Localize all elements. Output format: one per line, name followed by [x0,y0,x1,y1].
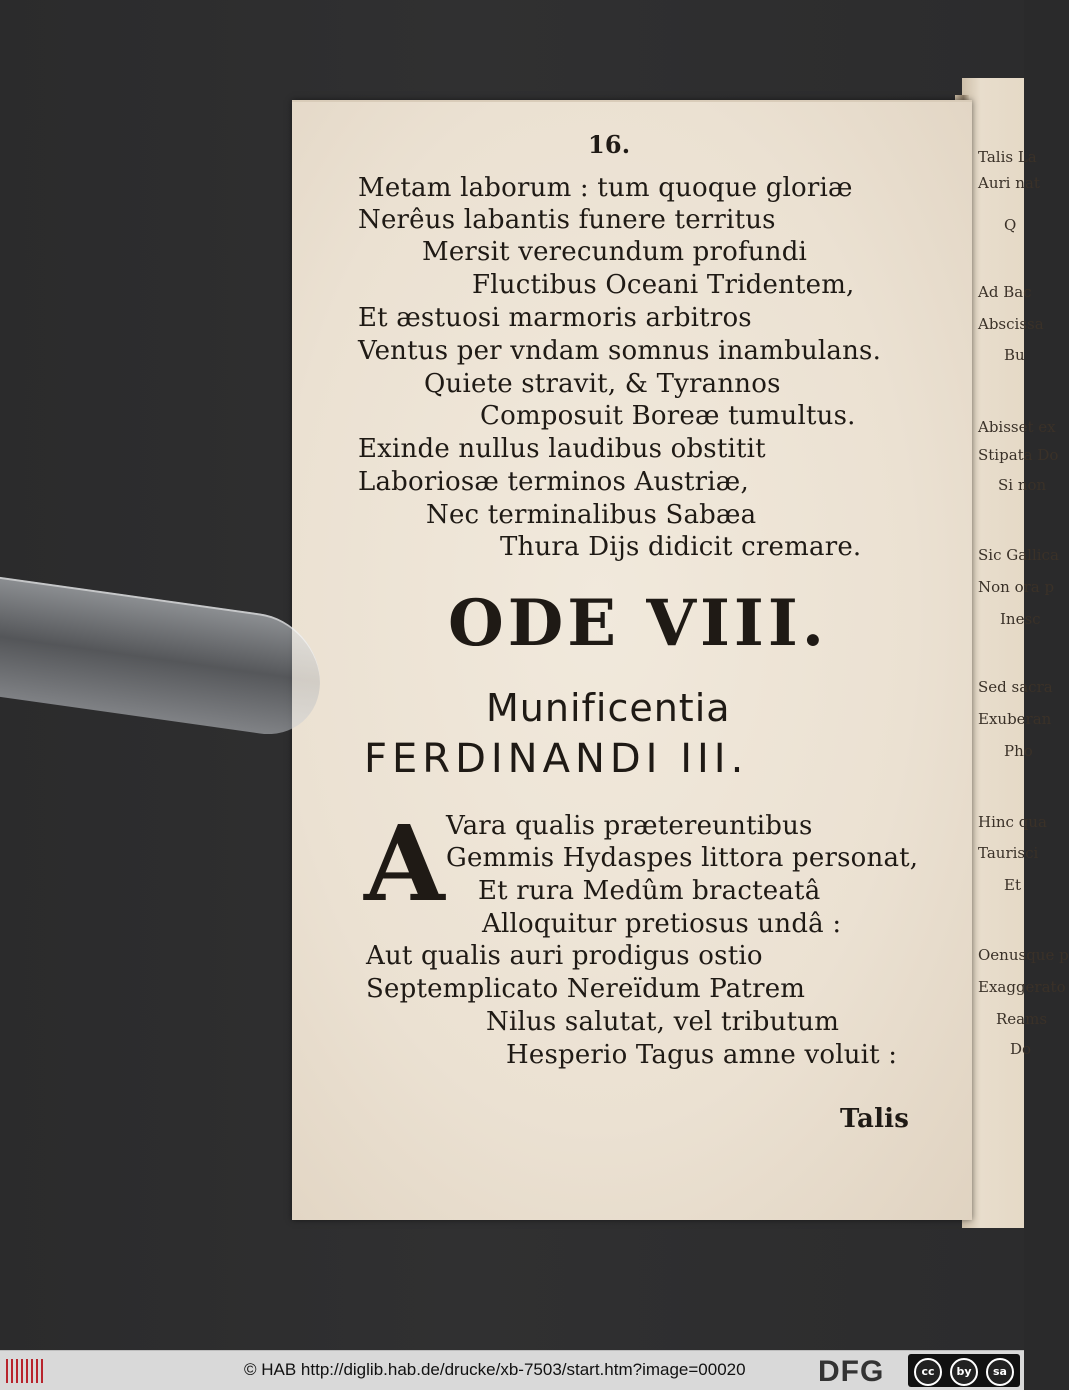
verse-line: Nerêus labantis funere territus [358,205,776,235]
verse-line: Laboriosæ terminos Austriæ, [358,467,749,497]
verse-line: Septemplicato Nereïdum Patrem [366,974,806,1004]
clip-blade [0,574,320,742]
copyright-credit[interactable]: © HAB http://diglib.hab.de/drucke/xb-7503/start.htm?image=00020 [244,1360,746,1379]
ode-subtitle-line-2: FERDINANDI III. [364,736,749,782]
peek-line: Non ora p [978,578,1055,596]
cc-license-badge[interactable] [908,1354,1020,1387]
peek-line: Reams [996,1010,1048,1028]
peek-line: Oenusque p [978,946,1069,964]
ode-title: ODE VIII. [448,586,829,661]
peek-line: Et [1004,876,1021,894]
verse-line: Quiete stravit, & Tyrannos [424,369,781,399]
verse-line: Vara qualis prætereuntibus [446,811,813,841]
dfg-logo: DFG [818,1355,885,1388]
verse-line: Gemmis Hydaspes littora personat, [446,843,919,873]
cc-icon: cc [914,1358,942,1386]
peek-line: Stipata Do [978,446,1059,464]
book-page [292,100,972,1220]
peek-line: Hinc qua [978,813,1047,831]
verse-line: Nilus salutat, vel tributum [486,1007,840,1037]
peek-line: Auri nat [978,174,1040,192]
peek-line: Do [1010,1040,1032,1058]
peek-line: Si non [998,476,1047,494]
peek-line: Pho [1004,742,1033,760]
verse-line: Et rura Medûm bracteatâ [478,876,821,906]
peek-line: Exuberan [978,710,1052,728]
hab-logo-icon [6,1359,46,1383]
verse-line: Nec terminalibus Sabæa [426,500,757,530]
verse-line: Fluctibus Oceani Tridentem, [472,270,855,300]
peek-line: Sic Gallica [978,546,1059,564]
verse-line: Thura Dijs didicit cremare. [500,532,862,562]
verse-line: Mersit verecundum profundi [422,237,808,267]
peek-line: Bu [1004,346,1025,364]
verse-line: Et æstuosi marmoris arbitros [358,303,752,333]
verse-line: Composuit Boreæ tumultus. [480,401,856,431]
page-holder-clip [0,560,330,730]
drop-cap: A [364,802,445,925]
peek-line: Abscissa [978,315,1044,333]
verse-line: Aut qualis auri prodigus ostio [366,941,763,971]
peek-line: Inesc [1000,610,1041,628]
verse-line: Hesperio Tagus amne voluit : [506,1040,898,1070]
peek-line: Abisset ex [978,418,1056,436]
peek-line: Talis La [978,148,1037,166]
page-number: 16. [588,130,631,159]
peek-line: Taurisci [978,844,1039,862]
verse-line: Alloquitur pretiosus undâ : [482,909,842,939]
peek-line: Q [1004,216,1017,234]
peek-line: Exaggerato [978,978,1066,996]
peek-line: Ad Bac [978,283,1032,301]
sa-icon: sa [986,1358,1014,1386]
verse-line: Metam laborum : tum quoque gloriæ [358,173,853,203]
by-icon: by [950,1358,978,1386]
ode-subtitle-line-1: Munificentia [486,686,731,730]
verse-line: Exinde nullus laudibus obstitit [358,434,766,464]
viewer-footer [0,1350,1024,1390]
verse-line: Ventus per vndam somnus inambulans. [358,336,882,366]
peek-line: Sed sacra [978,678,1053,696]
catchword: Talis [840,1104,910,1134]
